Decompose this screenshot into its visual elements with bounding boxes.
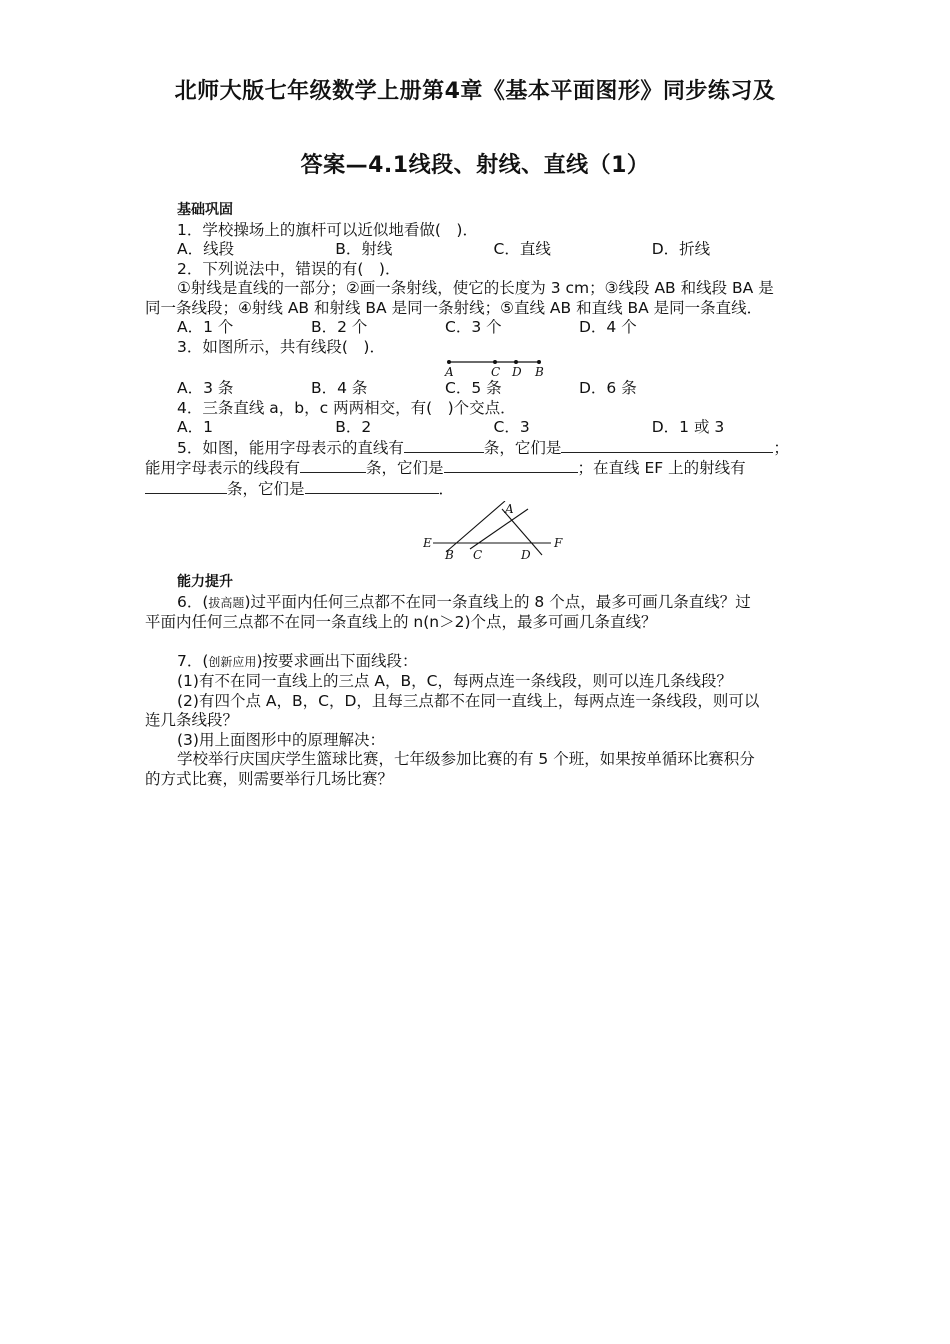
q7-problem-line-1: 学校举行庆国庆学生篮球比赛，七年级参加比赛的有 5 个班，如果按单循环比赛积分 <box>177 750 755 768</box>
q3-option-a: A．3 条 <box>177 379 234 397</box>
q3-point-d <box>514 360 518 364</box>
q4-option-d: D．1 或 3 <box>651 418 725 436</box>
document-title-line-1: 北师大版七年级数学上册第4章《基本平面图形》同步练习及 <box>174 79 776 104</box>
q5-line-3: 条，它们是 ． <box>145 479 810 500</box>
q7-part-2-line-1: (2)有四个点 A，B，C，D，且每三点都不在同一直线上，每两点连一条线段，则可以 <box>177 691 760 710</box>
q5-blank-ray-names[interactable] <box>305 479 439 494</box>
q5-label-a: A <box>505 502 514 516</box>
q3-options <box>145 379 810 399</box>
q2-statements-line-2: 同一条线段；④射线 AB 和射线 BA 是同一条射线；⑤直线 AB 和直线 BA 是同一条直线． <box>145 298 763 317</box>
q3-label-c: C <box>491 365 501 379</box>
q2-options <box>145 318 810 338</box>
q3-stem: 3．如图所示，共有线段( )． <box>177 337 385 356</box>
q5-blank-ray-count[interactable] <box>145 479 227 494</box>
section-advanced-label: 能力提升 <box>177 574 233 590</box>
q3-label-b: B <box>535 365 544 379</box>
q1-option-a: A．线段 <box>177 240 235 258</box>
q2-stem: 2．下列说法中，错误的有( )． <box>177 259 401 278</box>
q5-label-e: E <box>423 536 432 550</box>
q5-triangle-figure <box>423 501 568 563</box>
q5-label-c: C <box>473 548 483 562</box>
q5-label-b: B <box>445 548 454 562</box>
q3-option-c: C．5 条 <box>445 379 502 397</box>
q5-label-d: D <box>521 548 531 562</box>
q1-option-b: B．射线 <box>335 240 393 258</box>
q2-option-b: B．2 个 <box>311 318 368 336</box>
q5-label-f: F <box>554 536 563 550</box>
q5-line-ab <box>446 501 505 552</box>
q1-option-c: C．直线 <box>493 240 551 258</box>
q3-label-d: D <box>512 365 522 379</box>
q1-option-d: D．折线 <box>651 240 711 258</box>
q2-statements-line-1: ①射线是直线的一部分；②画一条射线，使它的长度为 3 cm；③线段 AB 和线段 BA 是 <box>177 279 774 297</box>
document-title-line-2: 答案—4.1线段、射线、直线（1） <box>300 153 650 178</box>
q5-blank-line-names[interactable] <box>561 438 773 453</box>
q1-options <box>145 240 810 260</box>
q5-blank-segment-names[interactable] <box>444 458 578 473</box>
q3-point-c <box>493 360 497 364</box>
q4-option-c: C．3 <box>493 418 530 436</box>
q3-point-b <box>537 360 541 364</box>
q3-option-d: D．6 条 <box>579 379 637 397</box>
q3-label-a: A <box>445 365 454 379</box>
q3-option-b: B．4 条 <box>311 379 368 397</box>
q3-point-a <box>447 360 451 364</box>
q5-blank-line-count[interactable] <box>404 438 484 453</box>
q3-segment-figure <box>443 357 553 379</box>
q4-option-a: A．1 <box>177 418 213 436</box>
q2-option-a: A．1 个 <box>177 318 234 336</box>
q7-problem-line-2: 的方式比赛，则需要举行几场比赛？ <box>145 769 394 788</box>
q7-part-3: (3)用上面图形中的原理解决： <box>177 730 385 749</box>
q5-line-2: 能用字母表示的线段有 条，它们是 ；在直线 EF 上的射线有 <box>145 459 746 477</box>
q4-stem: 4．三条直线 a，b，c 两两相交，有( )个交点． <box>177 398 516 417</box>
q7-stem: 7．(创新应用)按要求画出下面线段： <box>177 651 418 670</box>
q7-part-2-line-2: 连几条线段？ <box>145 711 239 729</box>
q5-blank-segment-count[interactable] <box>300 458 366 473</box>
q5-line-1: 5．如图，能用字母表示的直线有 条，它们是 ； <box>177 438 789 457</box>
q1-stem: 1．学校操场上的旗杆可以近似地看做( )． <box>177 220 478 239</box>
q2-option-c: C．3 个 <box>445 318 502 336</box>
q7-part-1: (1)有不在同一直线上的三点 A，B，C，每两点连一条线段，则可以连几条线段？ <box>177 672 732 690</box>
q6-line-1: 6．(拔高题)过平面内任何三点都不在同一条直线上的 8 个点，最多可画几条直线？过 <box>177 592 751 611</box>
exercise-content <box>145 201 810 789</box>
q6-line-2: 平面内任何三点都不在同一条直线上的 n(n＞2)个点，最多可画几条直线？ <box>145 613 657 631</box>
section-basic-label: 基础巩固 <box>177 202 233 218</box>
q4-option-b: B．2 <box>335 418 372 436</box>
q4-options <box>145 418 810 438</box>
q2-option-d: D．4 个 <box>579 318 637 336</box>
